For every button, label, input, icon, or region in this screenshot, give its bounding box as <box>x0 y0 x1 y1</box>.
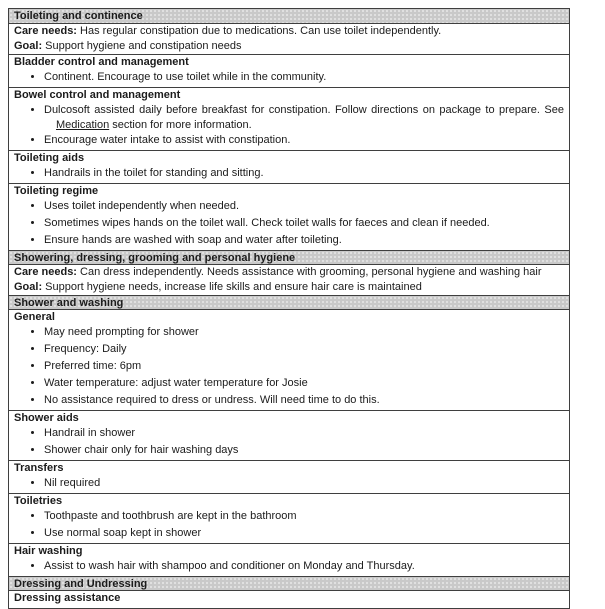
bullet-list <box>14 426 564 458</box>
subsection-title: Toileting aids <box>14 152 85 164</box>
section-header-dressing <box>9 576 569 590</box>
bullet-continuation-line <box>44 118 564 133</box>
care-needs-line <box>14 24 564 39</box>
section-header-showering <box>9 250 569 264</box>
bullet-item: • May need prompting for shower <box>44 325 564 340</box>
bullet-text-justified: • Dulcosoft assisted daily before breakfast for constipation. Follow directions on package to prepare. See <box>44 104 564 116</box>
bullet-continuation-text: section for more information. <box>109 119 252 131</box>
care-goal-toileting <box>9 23 569 54</box>
subsection-title: General <box>14 311 55 323</box>
bullet-item: • Ensure hands are washed with soap and water after toileting. <box>44 233 564 248</box>
care-needs-text: Can dress independently. Needs assistance with grooming, personal hygiene and washing hair <box>76 266 542 278</box>
goal-label: Goal: <box>14 40 43 52</box>
goal-text: Support hygiene and constipation needs <box>42 40 242 52</box>
bullet-item: • Water temperature: adjust water temperature for Josie <box>44 376 564 391</box>
section-header-title: Shower and washing <box>14 297 124 309</box>
subsection-dressing-assistance <box>9 590 569 608</box>
bullet-item: • Assist to wash hair with shampoo and conditioner on Monday and Thursday. <box>44 559 564 574</box>
bullet-item: • Encourage water intake to assist with constipation. <box>44 133 564 148</box>
bullet-item: • Continent. Encourage to use toilet while in the community. <box>44 70 564 85</box>
bullet-list <box>14 559 564 574</box>
bullet-item: • Preferred time: 6pm <box>44 359 564 374</box>
bullet-list <box>14 325 564 408</box>
subsection-title: Hair washing <box>14 545 83 557</box>
bullet-list <box>14 70 564 85</box>
care-needs-label: Care needs: <box>14 25 77 37</box>
bullet-item: • No assistance required to dress or undress. Will need time to do this. <box>44 393 564 408</box>
subsection-title: Toileting regime <box>14 185 99 197</box>
bullet-list <box>14 509 564 541</box>
bullet-list <box>14 103 564 148</box>
bullet-item: • Use normal soap kept in shower <box>44 526 564 541</box>
bullet-item: • Handrail in shower <box>44 426 564 441</box>
subsection-toiletries <box>9 493 569 543</box>
section-header-title: Dressing and Undressing <box>14 578 148 590</box>
subsection-title: Transfers <box>14 462 64 474</box>
goal-line <box>14 280 564 295</box>
subsection-transfers <box>9 460 569 493</box>
bullet-item: • Frequency: Daily <box>44 342 564 357</box>
subsection-hair-washing <box>9 543 569 576</box>
subsection-bowel-control <box>9 87 569 150</box>
section-header-title: Toileting and continence <box>14 10 143 22</box>
care-needs-text: Has regular constipation due to medications. Can use toilet independently. <box>76 25 442 37</box>
goal-label: Goal: <box>14 281 43 293</box>
care-goal-showering <box>9 264 569 295</box>
care-needs-label: Care needs: <box>14 266 77 278</box>
subsection-shower-aids <box>9 410 569 460</box>
section-header-shower-washing <box>9 295 569 309</box>
subsection-title: Bladder control and management <box>14 56 189 68</box>
bullet-item: • Handrails in the toilet for standing and sitting. <box>44 166 564 181</box>
subsection-bladder-control <box>9 54 569 87</box>
care-needs-line <box>14 265 564 280</box>
bullet-list <box>14 476 564 491</box>
bullet-item: • Toothpaste and toothbrush are kept in the bathroom <box>44 509 564 524</box>
goal-line <box>14 39 564 54</box>
section-header-toileting <box>9 9 569 23</box>
subsection-title: Toiletries <box>14 495 63 507</box>
bullet-item: • Uses toilet independently when needed. <box>44 199 564 214</box>
subsection-general <box>9 309 569 410</box>
bullet-item: • Shower chair only for hair washing days <box>44 443 564 458</box>
bullet-list <box>14 166 564 181</box>
bullet-item <box>44 103 564 133</box>
subsection-title: Dressing assistance <box>14 592 121 604</box>
subsection-toileting-aids <box>9 150 569 183</box>
section-header-title: Showering, dressing, grooming and personal hygiene <box>14 252 296 264</box>
care-plan-table <box>8 8 570 609</box>
bullet-item: • Sometimes wipes hands on the toilet wall. Check toilet walls for faeces and clean if needed. <box>44 216 564 231</box>
goal-text: Support hygiene needs, increase life skills and ensure hair care is maintained <box>42 281 422 293</box>
subsection-title: Bowel control and management <box>14 89 181 101</box>
bullet-item: • Nil required <box>44 476 564 491</box>
subsection-title: Shower aids <box>14 412 79 424</box>
medication-link[interactable]: Medication <box>56 119 110 131</box>
subsection-toileting-regime <box>9 183 569 250</box>
bullet-list <box>14 199 564 248</box>
